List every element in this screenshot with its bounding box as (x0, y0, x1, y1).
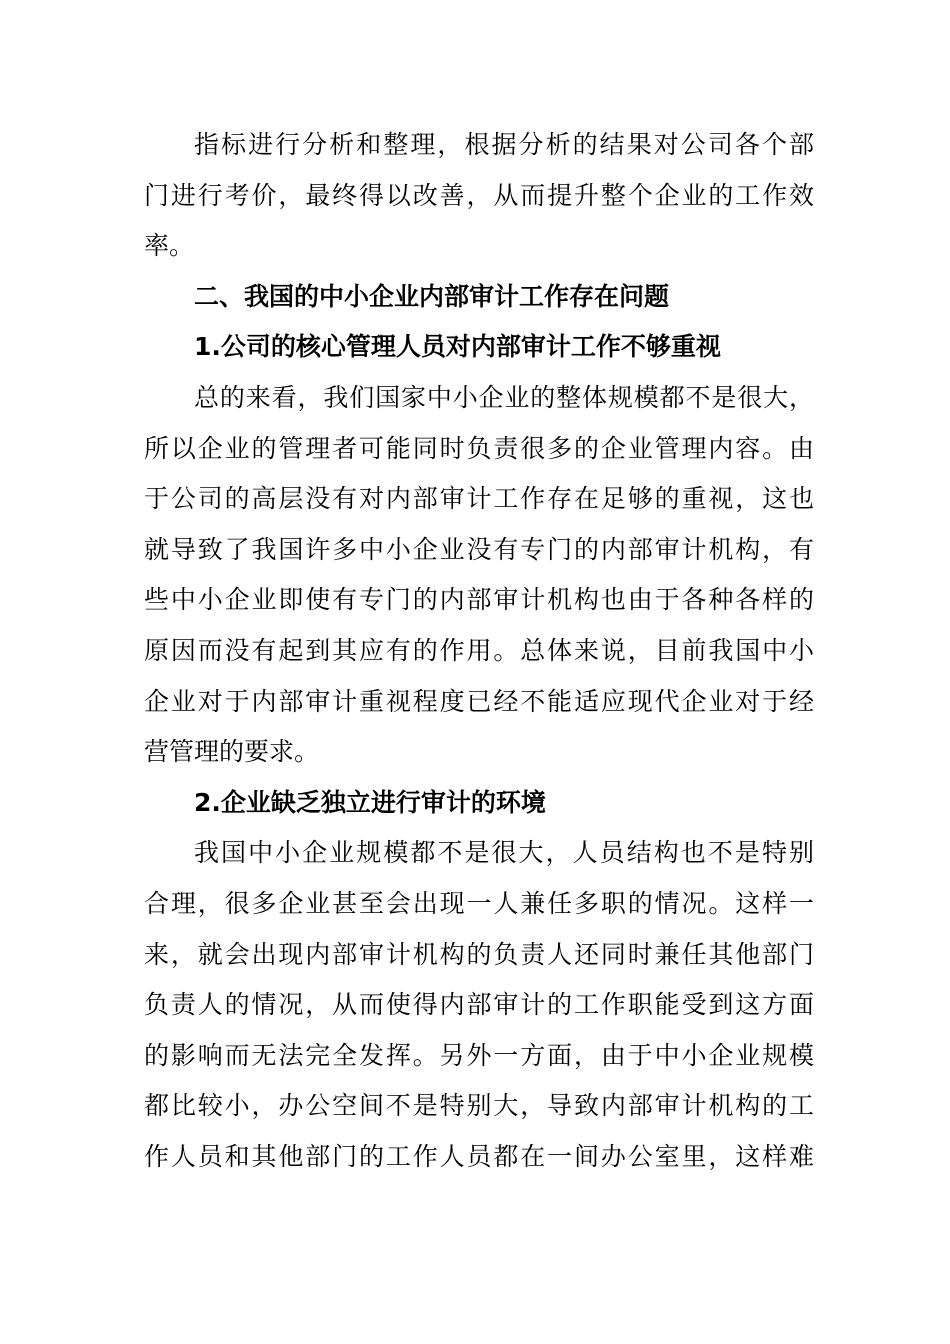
body-text-line: 就导致了我国许多中小企业没有专门的内部审计机构，有 (144, 534, 814, 564)
subsection-heading: 2.企业缺乏独立进行审计的环境 (194, 787, 546, 817)
subsection-heading: 1.公司的核心管理人员对内部审计工作不够重视 (194, 332, 721, 362)
body-text-line: 率。 (144, 231, 195, 261)
body-text-line: 所以企业的管理者可能同时负责很多的企业管理内容。由 (144, 433, 814, 463)
body-text-line: 的影响而无法完全发挥。另外一方面，由于中小企业规模 (144, 1040, 814, 1070)
body-text-line: 总的来看，我们国家中小企业的整体规模都不是很大， (194, 382, 814, 412)
body-text-line: 原因而没有起到其应有的作用。总体来说，目前我国中小 (144, 635, 814, 665)
section-heading: 二、我国的中小企业内部审计工作存在问题 (194, 281, 670, 311)
body-text-line: 营管理的要求。 (144, 737, 320, 767)
body-text-line: 来，就会出现内部审计机构的负责人还同时兼任其他部门 (144, 939, 814, 969)
body-text-line: 都比较小，办公空间不是特别大，导致内部审计机构的工 (144, 1091, 814, 1121)
body-text-line: 合理，很多企业甚至会出现一人兼任多职的情况。这样一 (144, 888, 814, 918)
body-text-line: 门进行考价，最终得以改善，从而提升整个企业的工作效 (144, 180, 814, 210)
body-text-line: 指标进行分析和整理，根据分析的结果对公司各个部 (194, 130, 814, 159)
document-page (144, 120, 814, 1182)
body-text-line: 作人员和其他部门的工作人员都在一间办公室里，这样难 (144, 1141, 814, 1171)
body-text-line: 些中小企业即使有专门的内部审计机构也由于各种各样的 (144, 585, 814, 615)
body-text-line: 企业对于内部审计重视程度已经不能适应现代企业对于经 (144, 686, 814, 716)
body-text-line: 我国中小企业规模都不是很大，人员结构也不是特别 (194, 838, 814, 868)
body-text-line: 于公司的高层没有对内部审计工作存在足够的重视，这也 (144, 484, 814, 514)
body-text-line: 负责人的情况，从而使得内部审计的工作职能受到这方面 (144, 990, 814, 1020)
